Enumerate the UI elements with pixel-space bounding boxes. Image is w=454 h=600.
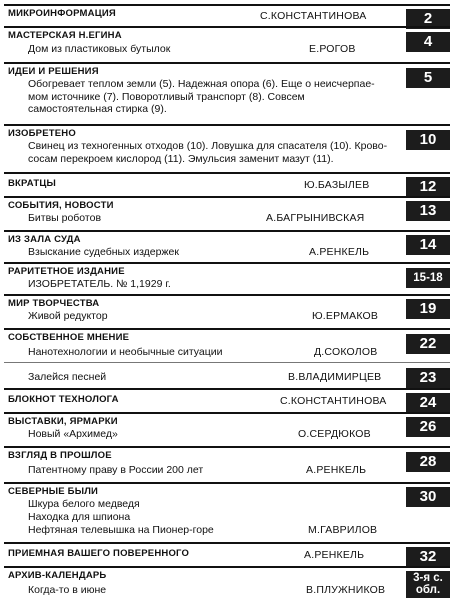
page-number: 14 bbox=[406, 235, 450, 255]
toc-entry bbox=[4, 566, 450, 600]
section-heading: СОБСТВЕННОЕ МНЕНИЕ bbox=[8, 332, 130, 343]
section-heading: СОБЫТИЯ, НОВОСТИ bbox=[8, 200, 114, 211]
author: Ю.ЕРМАКОВ bbox=[312, 310, 379, 322]
article-title: Новый «Архимед» bbox=[28, 428, 118, 440]
article-title: Взыскание судебных издержек bbox=[28, 246, 179, 258]
page-number: 30 bbox=[406, 487, 450, 507]
article-description: Обогревает теплом земли (5). Надежная опора (6). Еще о неисчерпае-мом источнике (7). Поворотливый транспорт (8). Совсем самостоятельная стирка (9). bbox=[28, 78, 375, 115]
page-number: 19 bbox=[406, 299, 450, 319]
author: О.СЕРДЮКОВ bbox=[298, 428, 371, 440]
page-number: 15-18 bbox=[406, 268, 450, 288]
toc-entry bbox=[4, 172, 450, 198]
author: Е.РОГОВ bbox=[309, 43, 356, 55]
article-description: Свинец из техногенных отходов (10). Ловушка для спасателя (10). Крово-сосам перекроем кислород (11). Эмульсия заменит мазут (11). bbox=[28, 140, 388, 165]
section-heading: МИР ТВОРЧЕСТВА bbox=[8, 298, 100, 309]
section-heading: ВЗГЛЯД В ПРОШЛОЕ bbox=[8, 450, 112, 461]
author: С.КОНСТАНТИНОВА bbox=[260, 10, 367, 22]
section-heading: ИЗ ЗАЛА СУДА bbox=[8, 234, 81, 245]
toc-entry bbox=[4, 294, 450, 330]
author: А.БАГРЫНИВСКАЯ bbox=[266, 212, 365, 224]
author: В.ВЛАДИМИРЦЕВ bbox=[288, 371, 382, 383]
section-heading: ИДЕИ И РЕШЕНИЯ bbox=[8, 66, 99, 77]
toc-entry bbox=[4, 62, 450, 126]
toc-entry bbox=[4, 446, 450, 484]
article-title: Залейся песней bbox=[28, 371, 107, 383]
toc-entry bbox=[4, 542, 450, 568]
toc-entry bbox=[4, 26, 450, 64]
article-title: Дом из пластиковых бутылок bbox=[28, 43, 171, 55]
page-number: 12 bbox=[406, 177, 450, 197]
toc-entry bbox=[4, 196, 450, 232]
toc-entry bbox=[4, 230, 450, 264]
page-number: 13 bbox=[406, 201, 450, 221]
page-number: 4 bbox=[406, 32, 450, 52]
article-title: Патентному праву в России 200 лет bbox=[28, 464, 204, 476]
toc-entry bbox=[4, 482, 450, 544]
section-heading: МАСТЕРСКАЯ Н.ЕГИНА bbox=[8, 30, 122, 41]
section-heading: РАРИТЕТНОЕ ИЗДАНИЕ bbox=[8, 266, 125, 277]
article-title: Нанотехнологии и необычные ситуации bbox=[28, 346, 223, 358]
article-title: Шкура белого медведя bbox=[28, 498, 140, 510]
toc-entry bbox=[4, 412, 450, 448]
article-title: Когда-то в июне bbox=[28, 584, 107, 596]
article-title: Находка для шпиона bbox=[28, 511, 131, 523]
section-heading: ИЗОБРЕТЕНО bbox=[8, 128, 76, 139]
page-number-line: 3-я с. bbox=[413, 572, 443, 584]
author: А.РЕНКЕЛЬ bbox=[309, 246, 370, 258]
toc-entry bbox=[4, 262, 450, 296]
author: С.КОНСТАНТИНОВА bbox=[280, 395, 387, 407]
author: В.ПЛУЖНИКОВ bbox=[306, 584, 386, 596]
section-heading: ВЫСТАВКИ, ЯРМАРКИ bbox=[8, 416, 118, 427]
page-number: 24 bbox=[406, 393, 450, 413]
author: М.ГАВРИЛОВ bbox=[308, 524, 378, 536]
article-title: Живой редуктор bbox=[28, 310, 108, 322]
section-heading: ПРИЕМНАЯ ВАШЕГО ПОВЕРЕННОГО bbox=[8, 548, 190, 559]
toc-entry bbox=[4, 124, 450, 174]
page-number: 22 bbox=[406, 334, 450, 354]
toc-entry bbox=[4, 388, 450, 414]
author: Д.СОКОЛОВ bbox=[314, 346, 378, 358]
page-number: 23 bbox=[406, 368, 450, 388]
section-heading: ВКРАТЦЫ bbox=[8, 178, 56, 189]
page-number-line: обл. bbox=[415, 584, 441, 596]
page-number: 5 bbox=[406, 68, 450, 88]
section-heading: СЕВЕРНЫЕ БЫЛИ bbox=[8, 486, 99, 497]
author: А.РЕНКЕЛЬ bbox=[304, 549, 365, 561]
article-title: Нефтяная телевышка на Пионер-горе bbox=[28, 524, 214, 536]
toc-entry bbox=[4, 362, 450, 389]
article-title: Битвы роботов bbox=[28, 212, 102, 224]
page-number: 10 bbox=[406, 130, 450, 150]
section-heading: АРХИВ-КАЛЕНДАРЬ bbox=[8, 570, 107, 581]
section-heading: БЛОКНОТ ТЕХНОЛОГА bbox=[8, 394, 119, 405]
page-number: 2 bbox=[406, 9, 450, 29]
article-title: ИЗОБРЕТАТЕЛЬ. № 1,1929 г. bbox=[28, 278, 171, 290]
page-number: 26 bbox=[406, 417, 450, 437]
page-number bbox=[406, 571, 450, 598]
page-number: 32 bbox=[406, 547, 450, 567]
toc-entry bbox=[4, 328, 450, 364]
section-heading: МИКРОИНФОРМАЦИЯ bbox=[8, 8, 116, 19]
page-number: 28 bbox=[406, 452, 450, 472]
toc-entry bbox=[4, 4, 450, 28]
author: А.РЕНКЕЛЬ bbox=[306, 464, 367, 476]
author: Ю.БАЗЫЛЕВ bbox=[304, 179, 370, 191]
